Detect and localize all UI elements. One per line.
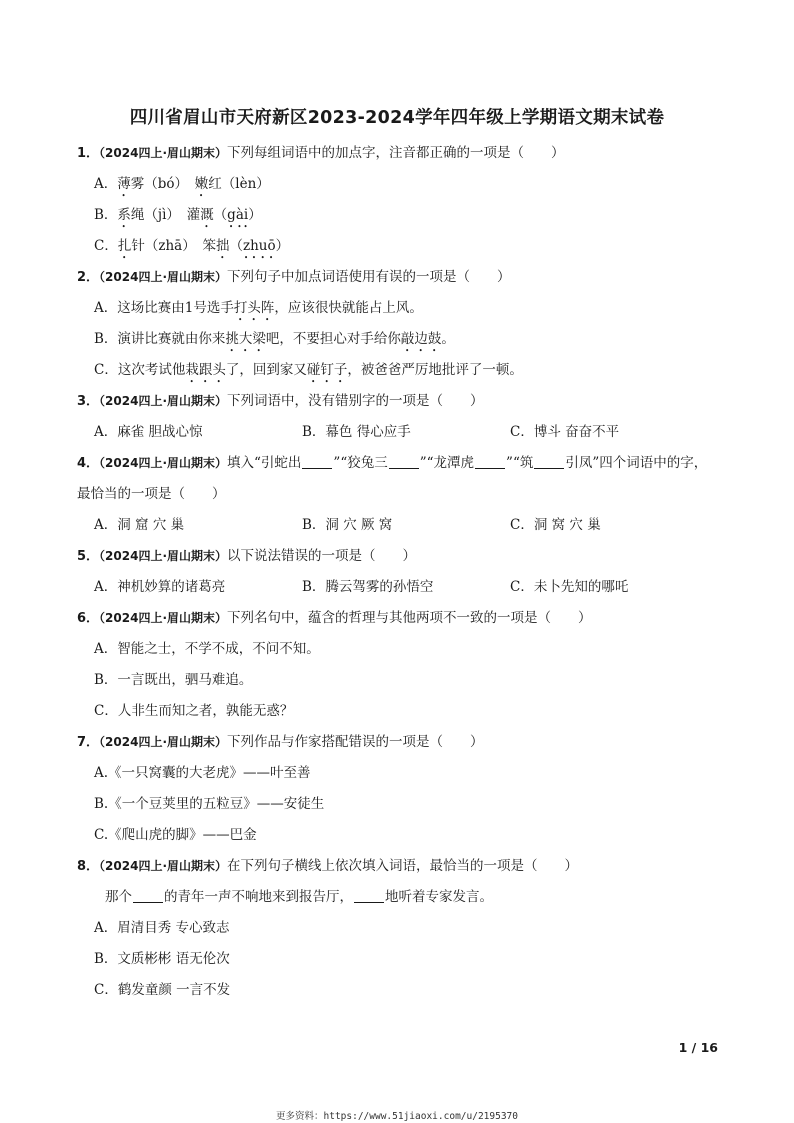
question-text: 下列词语中，没有错别字的一项是（ ） (227, 393, 484, 409)
question-source: （2024四上·眉山期末） (99, 146, 228, 160)
fill-blank (133, 888, 163, 903)
page-number: 1 / 16 (678, 1040, 718, 1055)
question-2-option-b: B．演讲比赛就由你来挑大梁吧，不要担心对手给你敲边鼓。 (94, 331, 455, 347)
question-1-option-a: A．薄雾（bó） 嫩红（lèn） (94, 176, 270, 192)
question-source: （2024四上·眉山期末） (99, 456, 228, 470)
question-list (77, 138, 727, 1006)
footer-link[interactable]: 更多资料：https://www.51jiaoxi.com/u/2195370 (276, 1111, 518, 1122)
question-4-option-a: A．洞 窟 穴 巢 (94, 517, 185, 533)
question-6-option-c: C．人非生而知之者，孰能无惑？ (94, 703, 294, 719)
question-4-stem: 4．（2024四上·眉山期末）填入“引蛇出 ”“狡兔三 ”“龙潭虎 ”“筑 引凤”四个词语中的字， (77, 455, 708, 471)
question-3-stem (77, 386, 727, 417)
question-1-option-b: B．系绳（jì） 灌溉（gài） (94, 207, 262, 223)
question-5-stem (77, 541, 727, 572)
question-5-option-a: A．神机妙算的诸葛亮 (94, 579, 226, 595)
question-source: （2024四上·眉山期末） (99, 735, 228, 749)
question-1-option-c: C．扎针（zhā） 笨拙（zhuō） (94, 238, 290, 254)
question-source: （2024四上·眉山期末） (99, 611, 228, 625)
question-source: （2024四上·眉山期末） (99, 394, 228, 408)
question-source: （2024四上·眉山期末） (99, 549, 228, 563)
question-7-option-b: B.《一个豆荚里的五粒豆》——安徒生 (94, 796, 325, 812)
question-number: 1． (77, 146, 100, 161)
question-6-option-a: A．智能之士，不学不成，不问不知。 (94, 641, 320, 657)
question-text: 以下说法错误的一项是（ ） (227, 548, 417, 564)
question-5-option-b: B．腾云驾雾的孙悟空 (302, 579, 434, 595)
question-2-stem (77, 262, 727, 293)
question-4-stem-line2: 最恰当的一项是（ ） (77, 486, 226, 502)
question-text: 下列每组词语中的加点字，注音都正确的一项是（ ） (227, 145, 565, 161)
question-3-option-c: C．博斗 奋奋不平 (510, 424, 620, 440)
question-text: 下列名句中，蕴含的哲理与其他两项不一致的一项是（ ） (227, 610, 592, 626)
question-3-option-b: B．幕色 得心应手 (302, 424, 411, 440)
question-7-option-c: C.《爬山虎的脚》——巴金 (94, 827, 257, 843)
fill-blank (475, 454, 505, 469)
question-2-option-a: A．这场比赛由1号选手打头阵，应该很快就能占上风。 (94, 300, 423, 316)
question-8-sentence: 那个 的青年一声不响地来到报告厅， 地听着专家发言。 (105, 889, 493, 905)
question-6-stem (77, 603, 727, 634)
question-4-options (77, 510, 727, 541)
page-title: 四川省眉山市天府新区2023-2024学年四年级上学期语文期末试卷 (129, 108, 665, 128)
question-number: 5． (77, 549, 100, 564)
fill-blank (302, 454, 332, 469)
question-number: 3． (77, 394, 100, 409)
fill-blank (389, 454, 419, 469)
question-source: （2024四上·眉山期末） (99, 270, 228, 284)
question-7-stem (77, 727, 727, 758)
fill-blank (534, 454, 564, 469)
question-1-stem (77, 138, 727, 169)
question-5-options (77, 572, 727, 603)
question-8-option-b: B．文质彬彬 语无伦次 (94, 951, 230, 967)
fill-blank (354, 888, 384, 903)
question-3-option-a: A．麻雀 胆战心惊 (94, 424, 203, 440)
question-number: 8． (77, 859, 100, 874)
question-8-stem (77, 851, 727, 882)
question-6-option-b: B．一言既出，驷马难追。 (94, 672, 253, 688)
question-text: 下列句子中加点词语使用有误的一项是（ ） (227, 269, 511, 285)
question-7-option-a: A.《一只窝囊的大老虎》——叶至善 (94, 765, 311, 781)
question-4-option-b: B．洞 穴 厥 窝 (302, 517, 393, 533)
question-8-option-a: A．眉清目秀 专心致志 (94, 920, 230, 936)
question-5-option-c: C．未卜先知的哪吒 (510, 579, 629, 595)
question-number: 4． (77, 456, 100, 471)
question-number: 2． (77, 270, 100, 285)
question-text: 下列作品与作家搭配错误的一项是（ ） (227, 734, 484, 750)
question-3-options (77, 417, 727, 448)
question-2-option-c: C．这次考试他栽跟头了，回到家又碰钉子，被爸爸严厉地批评了一顿。 (94, 362, 523, 378)
question-8-option-c: C．鹤发童颜 一言不发 (94, 982, 231, 998)
question-4-option-c: C．洞 窝 穴 巢 (510, 517, 601, 533)
question-source: （2024四上·眉山期末） (99, 859, 228, 873)
question-text: 在下列句子横线上依次填入词语，最恰当的一项是（ ） (227, 858, 579, 874)
question-number: 6． (77, 611, 100, 626)
question-number: 7． (77, 735, 100, 750)
